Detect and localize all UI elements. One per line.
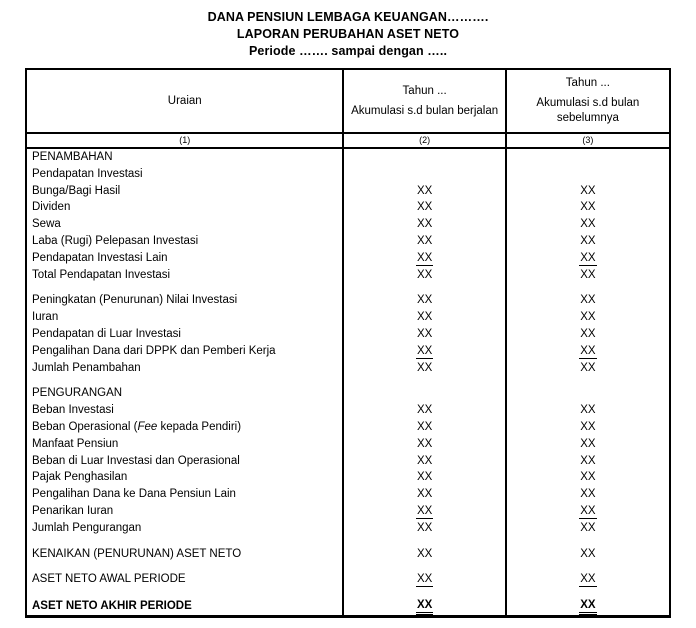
table-row	[27, 233, 669, 250]
value-current-period: XX	[343, 309, 505, 326]
value-text: XX	[580, 344, 596, 357]
value-previous-period: XX	[506, 267, 669, 284]
row-label: KENAIKAN (PENURUNAN) ASET NETO	[32, 547, 242, 560]
row-label	[27, 283, 343, 292]
value-current-period: XX	[343, 233, 505, 250]
row-label	[27, 562, 343, 571]
table-row	[27, 292, 669, 309]
value-current-period: XX	[343, 360, 505, 377]
title-line-1: DANA PENSIUN LEMBAGA KEUANGAN……….	[207, 10, 489, 24]
value-current-period: XX	[343, 402, 505, 419]
value-previous-period	[506, 562, 669, 571]
row-label: PENGURANGAN	[32, 387, 123, 400]
column-header-current-year: Tahun ...	[402, 84, 447, 97]
table-row	[27, 216, 669, 233]
value-current-period	[343, 376, 505, 385]
value-previous-period	[506, 283, 669, 292]
row-label: Jumlah Pengurangan	[32, 521, 142, 534]
row-label: Peningkatan (Penurunan) Nilai Investasi	[32, 294, 238, 307]
value-current-period: XX	[343, 546, 505, 563]
table-row	[27, 267, 669, 284]
row-label: Pajak Penghasilan	[32, 471, 128, 484]
value-text: XX	[580, 251, 596, 264]
value-previous-period	[506, 537, 669, 546]
statement-table	[27, 70, 669, 615]
row-label	[27, 588, 343, 597]
table-row	[27, 385, 669, 402]
value-previous-period: XX	[506, 453, 669, 470]
value-text: XX	[579, 598, 596, 615]
table-column-number-row	[27, 133, 669, 148]
value-current-period: XX	[343, 469, 505, 486]
table-row	[27, 486, 669, 503]
value-previous-period: XX	[506, 546, 669, 563]
column-header-uraian: Uraian	[27, 70, 343, 133]
value-previous-period: XX	[506, 469, 669, 486]
table-row	[27, 453, 669, 470]
column-number-2: (2)	[343, 133, 505, 148]
value-previous-period	[506, 385, 669, 402]
column-header-previous-year: Tahun ...	[565, 77, 610, 89]
value-previous-period: XX	[506, 183, 669, 200]
table-row	[27, 360, 669, 377]
value-current-period	[343, 385, 505, 402]
value-previous-period: XX	[506, 360, 669, 377]
table-row	[27, 503, 669, 520]
value-current-period: XX	[343, 183, 505, 200]
value-previous-period: XX	[506, 402, 669, 419]
row-label	[27, 376, 343, 385]
table-spacer-row	[27, 588, 669, 597]
emphasized-term: Fee	[137, 420, 158, 433]
column-number-1: (1)	[27, 133, 343, 148]
title-line-3: Periode ……. sampai dengan …..	[248, 44, 448, 58]
table-row	[27, 343, 669, 360]
value-previous-period	[506, 597, 669, 615]
row-label: Dividen	[32, 201, 71, 214]
table-row	[27, 597, 669, 615]
value-previous-period: XX	[506, 216, 669, 233]
value-text: XX	[416, 344, 433, 357]
row-label: Manfaat Pensiun	[32, 437, 119, 450]
table-row	[27, 199, 669, 216]
row-label: ASET NETO AKHIR PERIODE	[32, 599, 192, 612]
table-row	[27, 309, 669, 326]
value-current-period	[343, 343, 505, 360]
value-previous-period: XX	[506, 309, 669, 326]
value-previous-period	[506, 571, 669, 588]
value-current-period	[343, 537, 505, 546]
row-label: Jumlah Penambahan	[32, 361, 141, 374]
value-current-period: XX	[343, 419, 505, 436]
table-row	[27, 166, 669, 183]
row-label: Pengalihan Dana dari DPPK dan Pemberi Kerja	[32, 344, 276, 357]
value-previous-period: XX	[506, 292, 669, 309]
title-line-2: LAPORAN PERUBAHAN ASET NETO	[236, 27, 460, 41]
value-previous-period	[506, 250, 669, 267]
value-previous-period: XX	[506, 233, 669, 250]
value-current-period	[343, 148, 505, 166]
value-text: XX	[580, 504, 596, 517]
row-label: Sewa	[32, 218, 61, 231]
table-row	[27, 469, 669, 486]
column-header-current	[343, 70, 505, 133]
value-current-period	[343, 597, 505, 615]
row-label: Penarikan Iuran	[32, 504, 114, 517]
value-previous-period: XX	[506, 520, 669, 537]
value-current-period	[343, 250, 505, 267]
value-previous-period	[506, 503, 669, 520]
table-row	[27, 571, 669, 588]
statement-table-container	[25, 68, 671, 618]
value-previous-period	[506, 343, 669, 360]
table-header	[27, 70, 669, 148]
value-current-period: XX	[343, 486, 505, 503]
value-current-period	[343, 283, 505, 292]
row-label: Laba (Rugi) Pelepasan Investasi	[32, 234, 199, 247]
table-spacer-row	[27, 283, 669, 292]
value-current-period	[343, 571, 505, 588]
row-label: Iuran	[32, 311, 59, 324]
column-header-previous-detail-line1: Akumulasi s.d bulan	[536, 97, 640, 109]
row-label: Beban di Luar Investasi dan Operasional	[32, 454, 240, 467]
value-current-period	[343, 166, 505, 183]
value-current-period: XX	[343, 453, 505, 470]
column-header-previous-detail-line2: sebelumnya	[556, 112, 619, 124]
value-text: XX	[416, 504, 433, 517]
value-previous-period: XX	[506, 326, 669, 343]
value-previous-period	[506, 166, 669, 183]
value-previous-period	[506, 148, 669, 166]
value-current-period: XX	[343, 199, 505, 216]
value-current-period: XX	[343, 436, 505, 453]
table-row	[27, 546, 669, 563]
row-label: Beban Operasional (Fee kepada Pendiri)	[32, 420, 242, 433]
row-label: ASET NETO AWAL PERIODE	[32, 573, 186, 586]
table-spacer-row	[27, 537, 669, 546]
table-body	[27, 148, 669, 615]
row-label: Pendapatan di Luar Investasi	[32, 327, 181, 340]
row-label: PENAMBAHAN	[32, 151, 113, 163]
table-row	[27, 520, 669, 537]
value-text: XX	[416, 573, 433, 586]
table-row	[27, 436, 669, 453]
table-spacer-row	[27, 562, 669, 571]
table-row	[27, 183, 669, 200]
value-current-period: XX	[343, 267, 505, 284]
row-label: Beban Investasi	[32, 404, 114, 417]
table-spacer-row	[27, 376, 669, 385]
value-previous-period: XX	[506, 486, 669, 503]
column-header-current-detail: Akumulasi s.d bulan berjalan	[351, 104, 499, 117]
table-row	[27, 148, 669, 166]
table-row	[27, 419, 669, 436]
row-label	[27, 537, 343, 546]
row-label: Pengalihan Dana ke Dana Pensiun Lain	[32, 488, 236, 501]
column-header-previous	[506, 70, 669, 133]
value-current-period: XX	[343, 326, 505, 343]
value-current-period: XX	[343, 520, 505, 537]
document-title-block	[0, 0, 696, 60]
row-label: Pendapatan Investasi Lain	[32, 251, 168, 264]
table-row	[27, 402, 669, 419]
value-current-period	[343, 588, 505, 597]
value-current-period	[343, 503, 505, 520]
value-current-period: XX	[343, 216, 505, 233]
row-label: Pendapatan Investasi	[32, 167, 143, 180]
value-previous-period: XX	[506, 419, 669, 436]
row-label: Bunga/Bagi Hasil	[32, 184, 121, 197]
value-previous-period: XX	[506, 436, 669, 453]
value-text: XX	[416, 251, 433, 264]
value-text: XX	[580, 573, 596, 586]
row-label: Total Pendapatan Investasi	[32, 268, 171, 281]
value-previous-period	[506, 376, 669, 385]
column-number-3: (3)	[506, 133, 669, 148]
table-row	[27, 250, 669, 267]
table-header-row	[27, 70, 669, 133]
table-row	[27, 326, 669, 343]
value-current-period	[343, 562, 505, 571]
value-current-period: XX	[343, 292, 505, 309]
value-text: XX	[416, 598, 433, 615]
value-previous-period	[506, 588, 669, 597]
value-previous-period: XX	[506, 199, 669, 216]
